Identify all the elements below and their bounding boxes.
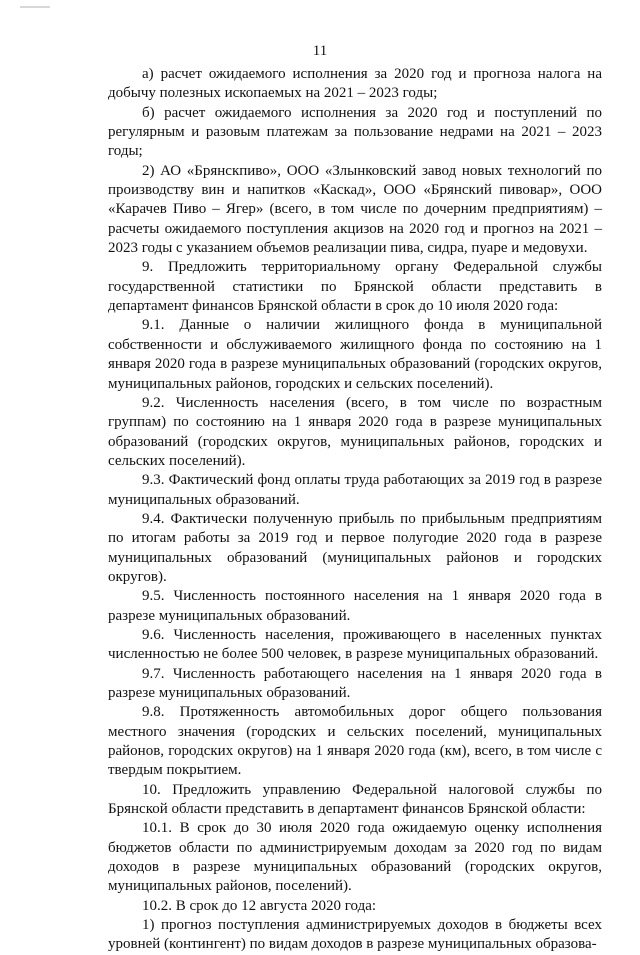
paragraph-2-companies: 2) АО «Брянскпиво», ООО «Злынковский завод новых технологий по производству вин и напитков «Каскад», ООО «Брянский пивовар», ООО «Карачев Пиво – Ягер» (всего, в том числе по дочерним предприятиям) – расчеты ожидаемого поступления акцизов на 2020 год и прогноз на 2021 – 2023 годы с указанием объемов реализации пива, сидра, пуаре и медовухи.: [108, 162, 602, 257]
paragraph-3b: б) расчет ожидаемого исполнения за 2020 год и поступлений по регулярным и разовым платежам за пользование недрами на 2021 – 2023 годы;: [108, 104, 602, 160]
paragraph-9-7: 9.7. Численность работающего населения на 1 января 2020 года в разрезе муниципальных образований.: [108, 665, 602, 701]
paragraph-9: 9. Предложить территориальному органу Федеральной службы государственной статистики по Брянской области представить в департамент финансов Брянской области в срок до 10 июля 2020 года:: [108, 259, 602, 315]
paragraph-9-5: 9.5. Численность постоянного населения на 1 января 2020 года в разрезе муниципальных образований.: [108, 588, 602, 624]
paragraph-9-3: 9.3. Фактический фонд оплаты труда работающих за 2019 год в разрезе муниципальных образований.: [108, 472, 602, 508]
page-number: 11: [312, 43, 328, 59]
paragraph-9-1: 9.1. Данные о наличии жилищного фонда в муниципальной собственности и обслуживаемого жилищного фонда по состоянию на 1 января 2020 года в разрезе муниципальных образований (городских округов, муниципальных районов, городских и сельских поселений).: [108, 317, 602, 392]
paragraph-10-2-1: 1) прогноз поступления администрируемых доходов в бюджеты всех уровней (контингент) по видам доходов в разрезе муниципальных образова-: [108, 917, 602, 953]
paragraph-9-8: 9.8. Протяженность автомобильных дорог общего пользования местного значения (городских и сельских поселений, муниципальных районов, городских округов) на 1 января 2020 года (км), всего, в том числе с твердым покрытием.: [108, 704, 602, 779]
paragraph-10-2: 10.2. В срок до 12 августа 2020 года:: [142, 897, 377, 914]
scan-artifact: [20, 6, 50, 8]
paragraph-3a: а) расчет ожидаемого исполнения за 2020 год и прогноза налога на добычу полезных ископаемых на 2021 – 2023 годы;: [108, 66, 602, 102]
paragraph-9-6: 9.6. Численность населения, проживающего в населенных пунктах численностью не более 500 человек, в разрезе муниципальных образований.: [108, 626, 602, 663]
paragraph-9-4: 9.4. Фактически полученную прибыль по прибыльным предприятиям по итогам работы за 2019 год и первое полугодие 2020 года в разрезе муниципальных образований (муниципальных районов и городских округов).: [108, 510, 602, 585]
paragraph-10-1: 10.1. В срок до 30 июля 2020 года ожидаемую оценку исполнения бюджетов области по администрируемым доходам за 2020 год по видам доходов в разрезе муниципальных образований (городских округов, муниципальных районов, поселений).: [108, 820, 602, 895]
paragraph-9-2: 9.2. Численность населения (всего, в том числе по возрастным группам) по состоянию на 1 января 2020 года в разрезе муниципальных образований (городских округов, муниципальных районов, городских и сельских поселений).: [108, 394, 602, 469]
paragraph-10: 10. Предложить управлению Федеральной налоговой службы по Брянской области представить в департамент финансов Брянской области:: [108, 781, 602, 818]
document-body: [108, 65, 602, 955]
